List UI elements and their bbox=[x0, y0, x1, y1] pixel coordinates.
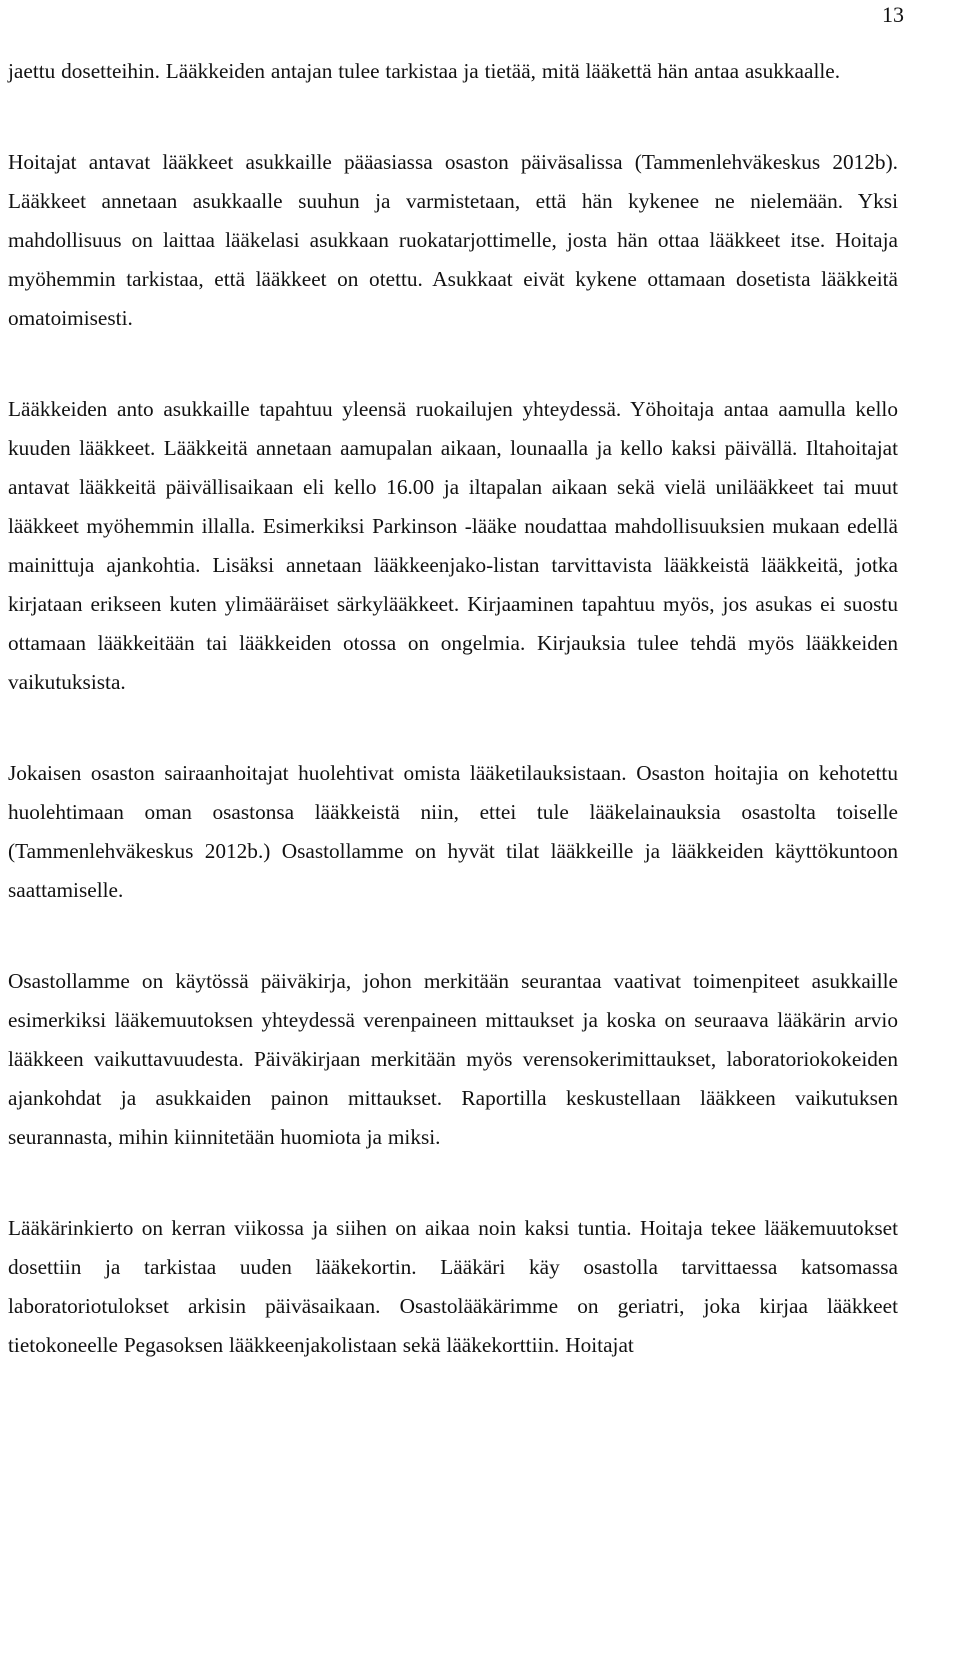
paragraph-3: Lääkkeiden anto asukkaille tapahtuu yleensä ruokailujen yhteydessä. Yöhoitaja antaa aamulla kello kuuden lääkkeet. Lääkkeitä annetaan aamupalan aikaan, lounaalla ja kello kaksi päivällä. Iltahoitajat antavat lääkkeitä päivällisaikaan eli kello 16.00 ja iltapalan aikaan sekä vielä unilääkkeet tai muut lääkkeet myöhemmin illalla. Esimerkiksi Parkinson -lääke noudattaa mahdollisuuksien mukaan edellä mainittuja ajankohtia. Lisäksi annetaan lääkkeenjako-listan tarvittavista lääkkeistä lääkkeitä, jotka kirjataan erikseen kuten ylimääräiset särkylääkkeet. Kirjaaminen tapahtuu myös, jos asukas ei suostu ottamaan lääkkeitään tai lääkkeiden otossa on ongelmia. Kirjauksia tulee tehdä myös lääkkeiden vaikutuksista. bbox=[8, 397, 898, 694]
paragraph-6: Lääkärinkierto on kerran viikossa ja siihen on aikaa noin kaksi tuntia. Hoitaja tekee lääkemuutokset dosettiin ja tarkistaa uuden lääkekortin. Lääkäri käy osastolla tarvittaessa katsomassa laboratoriotulokset arkisin päiväsaikaan. Osastolääkärimme on geriatri, joka kirjaa lääkkeet tietokoneelle Pegasoksen lääkkeenjakolistaan sekä lääkekorttiin. Hoitajat bbox=[8, 1216, 898, 1357]
paragraph-2: Hoitajat antavat lääkkeet asukkaille pääasiassa osaston päiväsalissa (Tammenlehväkeskus 2012b). Lääkkeet annetaan asukkaalle suuhun ja varmistetaan, että hän kykenee ne nielemään. Yksi mahdollisuus on laittaa lääkelasi asukkaan ruokatarjottimelle, josta hän ottaa lääkkeet itse. Hoitaja myöhemmin tarkistaa, että lääkkeet on otettu. Asukkaat eivät kykene ottamaan dosetista lääkkeitä omatoimisesti. bbox=[8, 150, 898, 330]
paragraph-4: Jokaisen osaston sairaanhoitajat huolehtivat omista lääketilauksistaan. Osaston hoitajia on kehotettu huolehtimaan oman osastonsa lääkkeistä niin, ettei tule lääkelainauksia osastolta toiselle (Tammenlehväkeskus 2012b.) Osastollamme on hyvät tilat lääkkeille ja lääkkeiden käyttökuntoon saattamiselle. bbox=[8, 761, 898, 902]
paragraph-5: Osastollamme on käytössä päiväkirja, johon merkitään seurantaa vaativat toimenpiteet asukkaille esimerkiksi lääkemuutoksen yhteydessä verenpaineen mittaukset ja koska on seuraava lääkärin arvio lääkkeen vaikuttavuudesta. Päiväkirjaan merkitään myös verensokerimittaukset, laboratoriokokeiden ajankohdat ja asukkaiden painon mittaukset. Raportilla keskustellaan lääkkeen vaikutuksen seurannasta, mihin kiinnitetään huomiota ja miksi. bbox=[8, 969, 898, 1149]
document-body bbox=[8, 52, 898, 1365]
paragraph-1: jaettu dosetteihin. Lääkkeiden antajan tulee tarkistaa ja tietää, mitä lääkettä hän antaa asukkaalle. bbox=[8, 59, 841, 83]
page-number: 13 bbox=[882, 2, 904, 27]
